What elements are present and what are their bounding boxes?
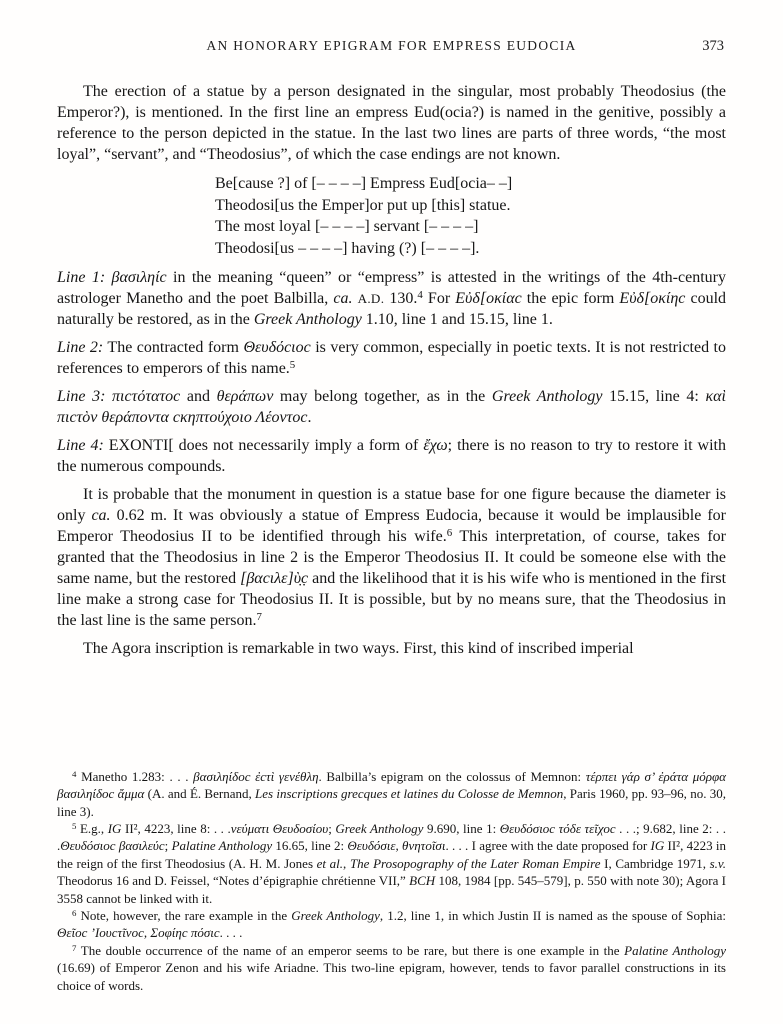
footnote-reference: 5 <box>72 820 77 831</box>
text-run: . . .; 9.682, line 2: . . . <box>57 820 726 854</box>
emphasized-text: ca. <box>333 290 353 307</box>
text-run: Note, however, the rare example in the <box>76 907 292 923</box>
footnote-reference: 4 <box>72 768 77 779</box>
text-run: ; there is no reason to try to restore it with the numerous compounds. <box>57 437 726 475</box>
emphasized-text: Greek Anthology <box>335 820 424 836</box>
emphasized-text: πιcτότατοc <box>112 388 181 405</box>
footnote <box>57 907 726 942</box>
emphasized-text: Θευδόcιοc <box>243 339 311 356</box>
article-title: AN HONORARY EPIGRAM FOR EMPRESS EUDOCIA <box>206 38 577 53</box>
emphasized-text: Εὐδ[οκίαc <box>455 290 522 307</box>
emphasized-text: Greek Anthology <box>491 388 603 405</box>
text-run: The double occurrence of the name of an emperor seems to be rare, but there is one example in the <box>76 942 625 958</box>
text-run: A.D. <box>357 291 385 306</box>
emphasized-text: et al. <box>316 855 344 871</box>
emphasized-text: Θευδόσιοc βασιλεύc <box>60 838 165 854</box>
text-run: . <box>307 409 312 426</box>
footnote-reference: 6 <box>446 527 453 540</box>
text-run: The contracted form <box>103 339 244 356</box>
text-run: (A. and É. Bernand, <box>144 786 256 802</box>
running-head <box>57 38 726 54</box>
text-run: 1.10, line 1 and 15.15, line 1. <box>361 311 553 328</box>
text-run: may belong together, as in the <box>273 388 492 405</box>
text-run: (16.69) of Emperor Zenon and his wife Ariadne. This two-line epigram, however, tends to favor parallel constructions in its choice of words. <box>57 960 726 993</box>
footnote <box>57 768 726 820</box>
text-run: For <box>422 290 456 307</box>
restored-epigram-quote <box>215 173 726 259</box>
emphasized-text: βασιληίc <box>111 269 167 286</box>
emphasized-text: καὶ πιcτὸν θεράποντα cκηπτούχοιο Λέοντοc <box>57 388 726 426</box>
emphasized-text: The Prosopography of the Later Roman Empire <box>349 855 601 871</box>
emphasized-text: Palatine Anthology <box>171 838 273 854</box>
emphasized-text: [βαcιλε]ὺ̣c̣ <box>240 570 309 587</box>
text-run: 16.65, line 2: <box>272 838 348 854</box>
text-run: , Paris 1960, pp. 93–96, no. 30, line 3). <box>57 786 727 819</box>
emphasized-text: Line 1: <box>57 269 112 286</box>
footnote-reference: 7 <box>72 942 77 953</box>
footnotes <box>57 768 726 994</box>
text-run: , <box>343 855 350 871</box>
text-run: 15.15, line 4: <box>602 388 706 405</box>
emphasized-text: Greek Anthology <box>253 311 362 328</box>
body-paragraph <box>57 81 726 165</box>
text-run: 0.62 m. It was obviously a statue of Empress Eudocia, because it would be implausible for Emperor Theodosius II to be identified through his wife. <box>57 507 726 545</box>
text-run: I, Cambridge 1971, <box>600 855 710 871</box>
emphasized-text: Εὐδ[οκίηc <box>619 290 686 307</box>
text-run: II², 4223 in the reign of the first Theodosius (A. H. M. Jones <box>57 838 727 871</box>
page-number: 373 <box>702 38 724 54</box>
emphasized-text: θεράπων <box>216 388 274 405</box>
line-commentary-paragraph <box>57 386 726 428</box>
emphasized-text: ἔχω <box>423 437 448 454</box>
emphasized-text: Line 4: <box>57 437 104 454</box>
emphasized-text: IG <box>650 838 665 854</box>
footnote-reference: 6 <box>72 908 77 918</box>
text-run: 130. <box>384 290 418 307</box>
text-run: II², 4223, line 8: . . . <box>121 820 231 836</box>
emphasized-text: Θευδόσιε, θνητοῖσι <box>347 838 446 854</box>
text-run: . Balbilla’s epigram on the colossus of Memnon: <box>318 768 586 784</box>
emphasized-text: Θευδόσιοc τόδε τεῖχοc <box>499 820 616 836</box>
text-run: The erection of a statue by a person designated in the singular, most probably Theodosius (the Emperor?), is mentioned. In the first line an empress Eud(ocia?) is named in the genitive, possibly a reference to the person depicted in the statue. In the last two lines are parts of three words, “the most loyal”, “servant”, and “Theodosius”, of which the case endings are not known. <box>57 83 726 163</box>
line-commentary-paragraph <box>57 337 726 379</box>
emphasized-text: IG <box>107 820 122 836</box>
text-run: The Agora inscription is remarkable in two ways. First, this kind of inscribed imperial <box>83 640 634 657</box>
text-run: E.g., <box>76 820 108 836</box>
text-run: and <box>180 388 217 405</box>
text-run: Theodorus 16 and D. Feissel, “Notes d’épigraphie chrétienne VII,” <box>57 873 410 889</box>
footnote-reference: 5 <box>289 359 296 372</box>
quote-line: Be[cause ?] of [– – – –] Empress Eud[ocia– –] <box>215 175 513 192</box>
body-paragraph <box>57 638 726 659</box>
emphasized-text: BCH <box>409 873 436 889</box>
text-run: ; <box>164 838 172 854</box>
body-content <box>57 81 726 659</box>
emphasized-text: ca. <box>91 507 111 524</box>
footnote <box>57 942 726 994</box>
emphasized-text: Line 2: <box>57 339 104 356</box>
emphasized-text: τέρπει γάρ σ’ ἐράτα μόρφα βασιληίδοc ἄμμα <box>57 768 727 802</box>
text-run: could naturally be restored, as in the <box>57 290 727 328</box>
line-commentary-paragraph <box>57 267 726 330</box>
emphasized-text: βασιληίδοc ἐcτὶ γενέθλη <box>193 768 319 784</box>
text-run: is very common, especially in poetic texts. It is not restricted to references to emperors of this name. <box>57 339 727 377</box>
text-run: and the likelihood that it is his wife who is mentioned in the first line make a strong case for Theodosius II. It is possible, but by no means sure, that the Theodosius in the last line is the same person. <box>57 570 727 629</box>
text-run: It is probable that the monument in question is a statue base for one figure because the diameter is only <box>57 486 726 524</box>
emphasized-text: Line 3: <box>57 388 113 405</box>
text-run: , 1.2, line 1, in which Justin II is named as the spouse of Sophia: <box>379 907 726 923</box>
footnote <box>57 820 726 907</box>
emphasized-text: s.v. <box>709 855 726 871</box>
emphasized-text: νεύματι Θευδοσίου <box>230 820 329 836</box>
line-commentary-paragraph <box>57 435 726 477</box>
text-run: the epic form <box>521 290 620 307</box>
footnote-reference: 4 <box>417 289 423 302</box>
emphasized-text: Greek Anthology <box>291 907 380 923</box>
text-run: 108, 1984 [pp. 545–579], p. 550 with note 30); Agora I 3558 cannot be linked with it. <box>57 873 727 906</box>
text-run: . . . . I agree with the date proposed for <box>445 838 651 854</box>
quote-line: The most loyal [– – – –] servant [– – – –] <box>215 218 479 235</box>
text-run: 9.690, line 1: <box>423 820 500 836</box>
text-run: . . . . <box>219 925 243 941</box>
emphasized-text: Θεῖοc ’Ιουcτῖνοc, Σοφίηc πόσιc <box>57 925 220 941</box>
text-run: This interpretation, of course, takes for granted that the Theodosius in line 2 is the Emperor Theodosius II. It could be someone else with the same name, but the restored <box>57 528 726 587</box>
text-run: in the meaning “queen” or “empress” is attested in the writings of the 4th-century astrologer Manetho and the poet Balbilla, <box>57 269 726 307</box>
emphasized-text: Les inscriptions grecques et latines du Colosse de Memnon <box>255 786 564 802</box>
quote-line: Theodosi[us – – – –] having (?) [– – – –]. <box>215 239 480 257</box>
body-paragraph <box>57 484 726 631</box>
text-run: ; <box>328 820 336 836</box>
footnote-reference: 7 <box>256 611 262 624</box>
quote-line: Theodosi[us the Emper]or put up [this] statue. <box>215 196 511 214</box>
emphasized-text: Palatine Anthology <box>624 942 726 958</box>
text-run: Manetho 1.283: . . . <box>76 768 194 784</box>
text-run: ΕΧΟΝΤΙ[ does not necessarily imply a form of <box>103 437 424 454</box>
